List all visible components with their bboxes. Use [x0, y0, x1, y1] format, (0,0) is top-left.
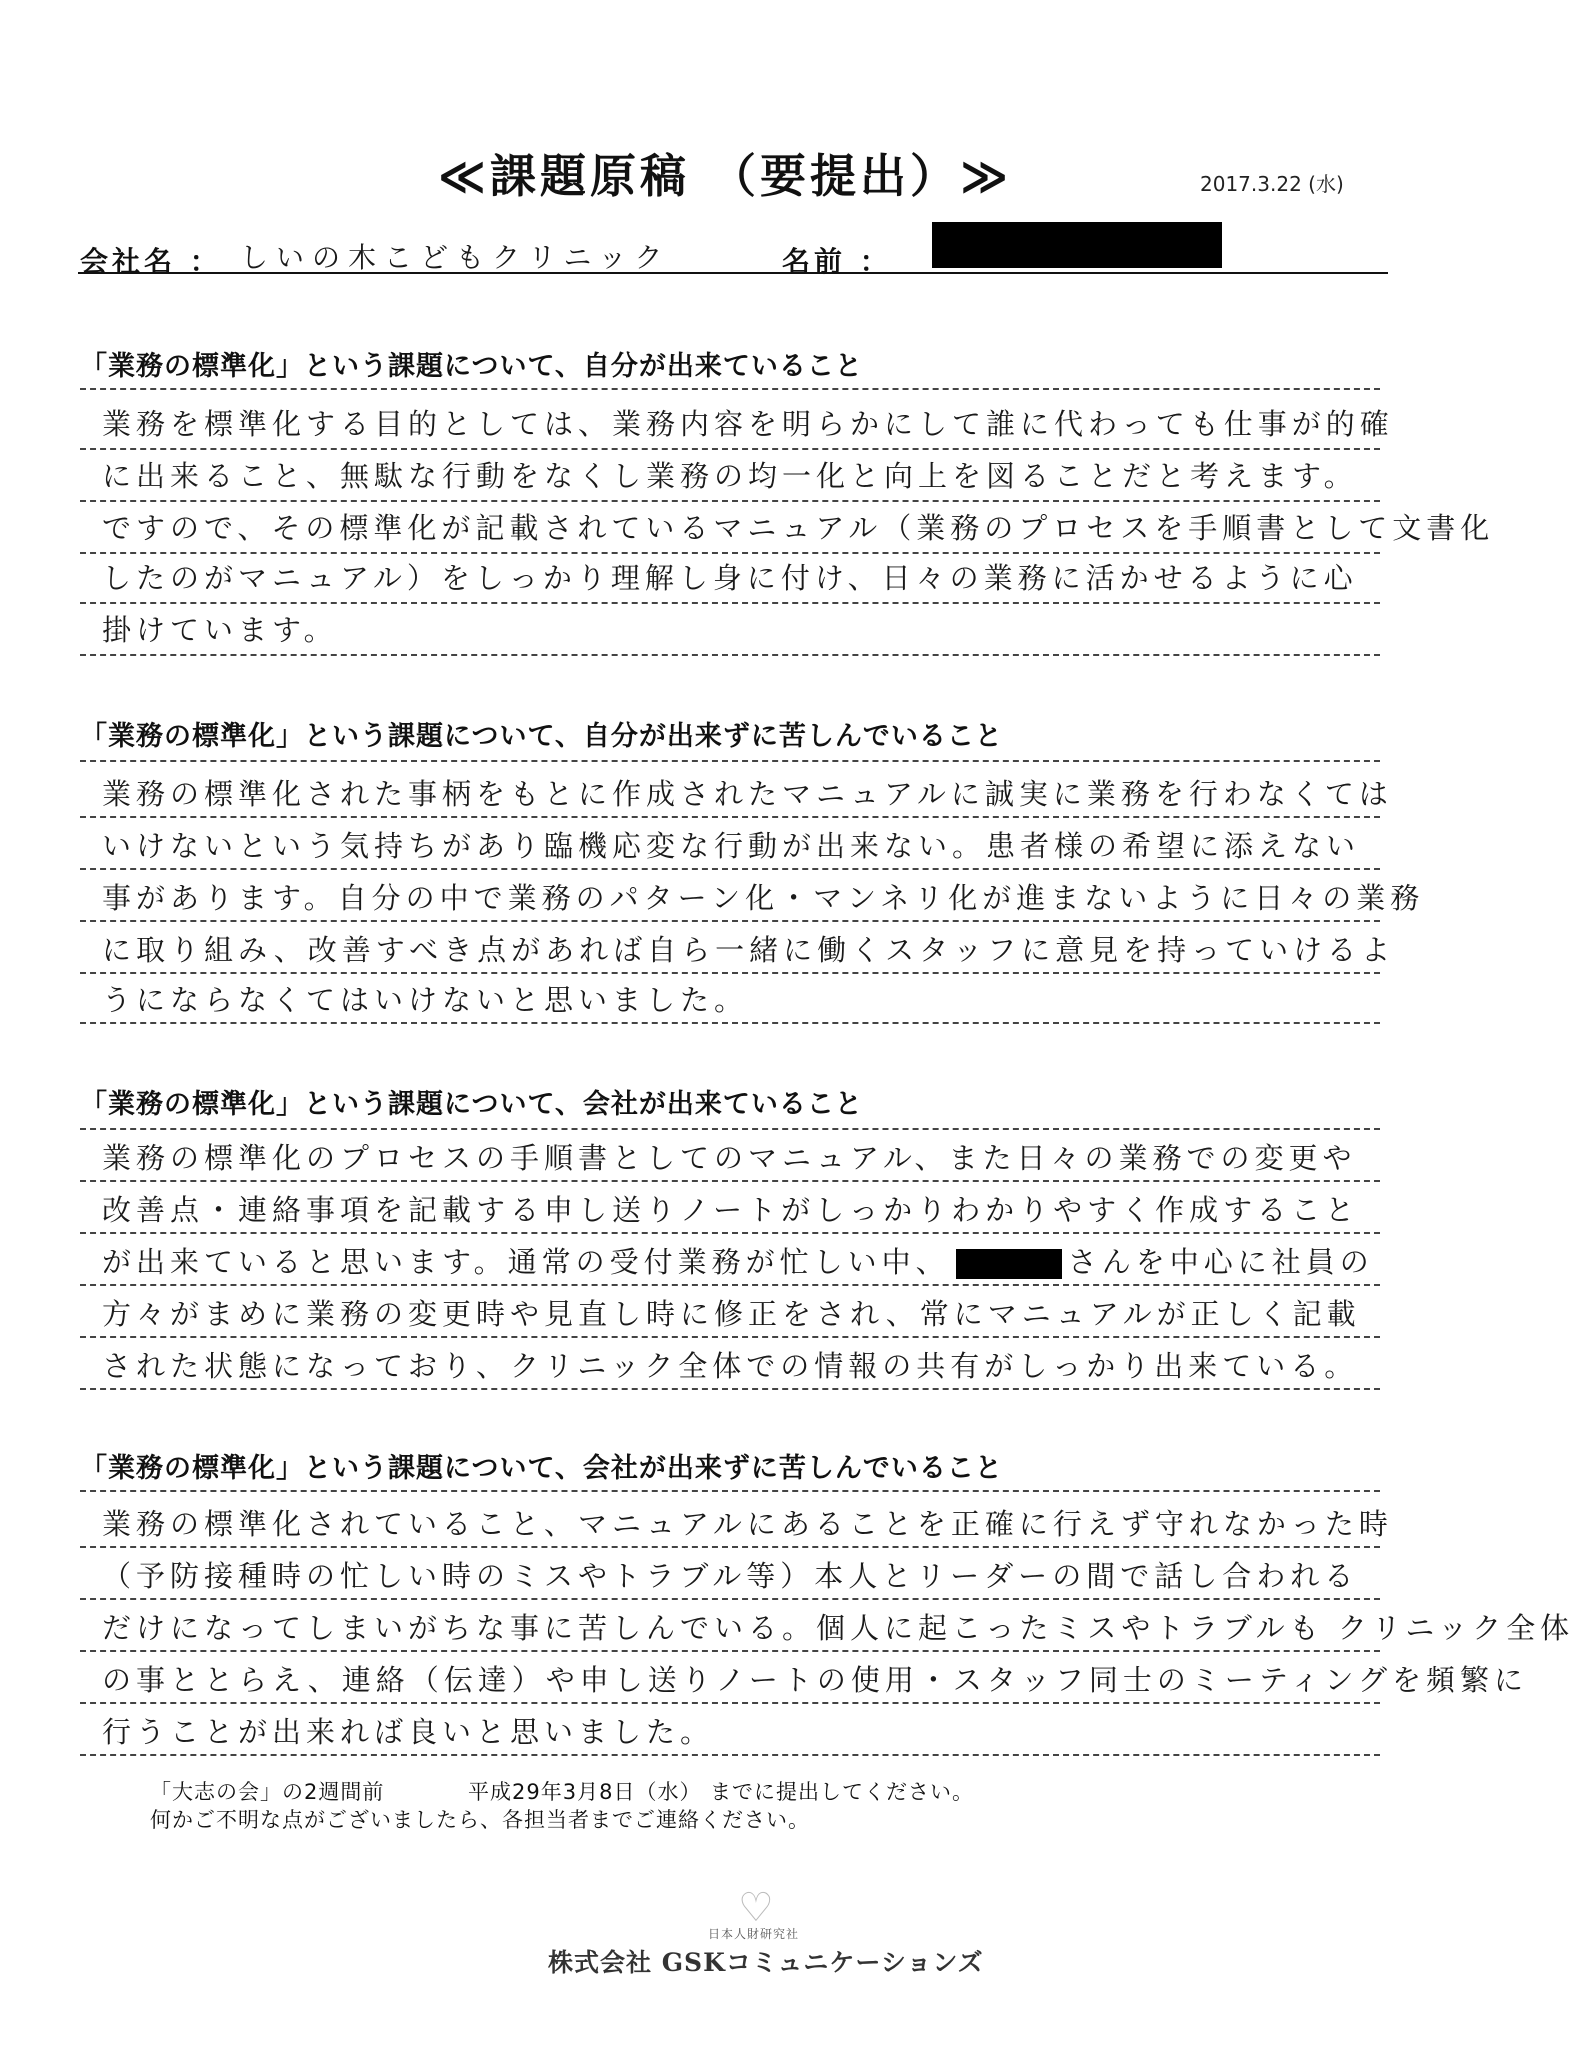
ruled-line [80, 388, 1380, 390]
ruled-line [80, 1128, 1380, 1130]
ruled-line [80, 654, 1380, 656]
name-label: 名前 ： [782, 245, 892, 278]
answer-line: 行うことが出来れば良いと思いました。 [102, 1715, 715, 1749]
ruled-line [80, 500, 1380, 502]
ruled-line [80, 816, 1380, 818]
answer-line: 改善点・連絡事項を記載する申し送りノートがしっかりわかりやすく作成すること [102, 1193, 1360, 1227]
ruled-line [80, 1232, 1380, 1234]
answer-line: 掛けています。 [102, 613, 338, 647]
answer-line: したのがマニュアル）をしっかり理解し身に付け、日々の業務に活かせるように心 [102, 561, 1358, 595]
ruled-line [80, 1284, 1380, 1286]
answer-line: 方々がまめに業務の変更時や見直し時に修正をされ、常にマニュアルが正しく記載 [102, 1297, 1361, 1331]
ruled-line [80, 1754, 1380, 1756]
footer-submit: までに提出してください。 [710, 1780, 974, 1804]
footer-deadline: 平成29年3月8日（水） [468, 1780, 702, 1804]
ruled-line [80, 1702, 1380, 1704]
person-name-redaction [956, 1249, 1062, 1279]
ruled-line [80, 972, 1380, 974]
ruled-line [80, 760, 1380, 762]
answer-line [102, 1242, 1402, 1282]
ruled-line [80, 1022, 1380, 1024]
footer-contact: 何かご不明な点がございましたら、各担当者までご連絡ください。 [150, 1808, 810, 1832]
section-1-heading: 「業務の標準化」という課題について、自分が出来ていること [80, 351, 863, 382]
ruled-line [80, 1598, 1380, 1600]
answer-line-part: が出来ていると思います。通常の受付業務が忙しい中、 [102, 1245, 950, 1279]
ruled-line [80, 920, 1380, 922]
header-underline [78, 272, 1388, 274]
ruled-line [80, 868, 1380, 870]
answer-line: 事があります。自分の中で業務のパターン化・マンネリ化が進まないように日々の業務 [102, 881, 1425, 915]
section-3-heading: 「業務の標準化」という課題について、会社が出来ていること [80, 1089, 863, 1120]
answer-line: うにならなくてはいけないと思いました。 [102, 983, 749, 1017]
answer-line: 業務の標準化されていること、マニュアルにあることを正確に行えず守れなかった時 [102, 1507, 1393, 1541]
ruled-line [80, 602, 1380, 604]
logo-company-name: 株式会社 GSKコミュニケーションズ [548, 1948, 984, 1977]
answer-line: ですので、その標準化が記載されているマニュアル（業務のプロセスを手順書として文書化 [102, 511, 1495, 545]
section-2-heading: 「業務の標準化」という課題について、自分が出来ずに苦しんでいること [80, 721, 1003, 752]
name-redaction-block [932, 222, 1222, 268]
ruled-line [80, 552, 1380, 554]
document-title: ≪課題原稿 （要提出）≫ [437, 149, 1013, 203]
company-logo [538, 1885, 984, 1995]
answer-line: いけないという気持ちがあり臨機応変な行動が出来ない。患者様の希望に添えない [102, 829, 1361, 863]
ruled-line [80, 1650, 1380, 1652]
answer-line: 業務の標準化のプロセスの手順書としてのマニュアル、また日々の業務での変更や [102, 1141, 1357, 1175]
answer-line: （予防接種時の忙しい時のミスやトラブル等）本人とリーダーの間で話し合われる [102, 1559, 1359, 1593]
ruled-line [80, 1546, 1380, 1548]
answer-line: 業務を標準化する目的としては、業務内容を明らかにして誰に代わっても仕事が的確 [102, 407, 1394, 441]
ruled-line [80, 1180, 1380, 1182]
ruled-line [80, 1388, 1380, 1390]
answer-line: の事ととらえ、連絡（伝達）や申し送りノートの使用・スタッフ同士のミーティングを頻繁に [102, 1663, 1528, 1697]
ruled-line [80, 1490, 1380, 1492]
company-label: 会社名 ： [80, 245, 222, 278]
heart-icon: ♡ [738, 1885, 774, 1931]
answer-line: された状態になっており、クリニック全体での情報の共有がしっかり出来ている。 [102, 1349, 1359, 1383]
answer-line: 業務の標準化された事柄をもとに作成されたマニュアルに誠実に業務を行わなくては [102, 777, 1393, 811]
section-4-heading: 「業務の標準化」という課題について、会社が出来ずに苦しんでいること [80, 1453, 1003, 1484]
ruled-line [80, 448, 1380, 450]
ruled-line [80, 1336, 1380, 1338]
answer-line: に出来ること、無駄な行動をなくし業務の均一化と向上を図ることだと考えます。 [102, 459, 1358, 493]
document-date: 2017.3.22 (水) [1200, 172, 1344, 196]
logo-subtitle: 日本人財研究社 [708, 1927, 800, 1941]
answer-line-part: さんを中心に社員の [1067, 1245, 1374, 1279]
footer-event: 「大志の会」の2週間前 [150, 1780, 385, 1804]
company-value: しいの木こどもクリニック [240, 241, 671, 274]
answer-line: だけになってしまいがちな事に苦しんでいる。個人に起こったミスやトラブルも クリニック全体 [102, 1611, 1574, 1645]
answer-line: に取り組み、改善すべき点があれば自ら一緒に働くスタッフに意見を持っていけるよ [102, 933, 1396, 967]
